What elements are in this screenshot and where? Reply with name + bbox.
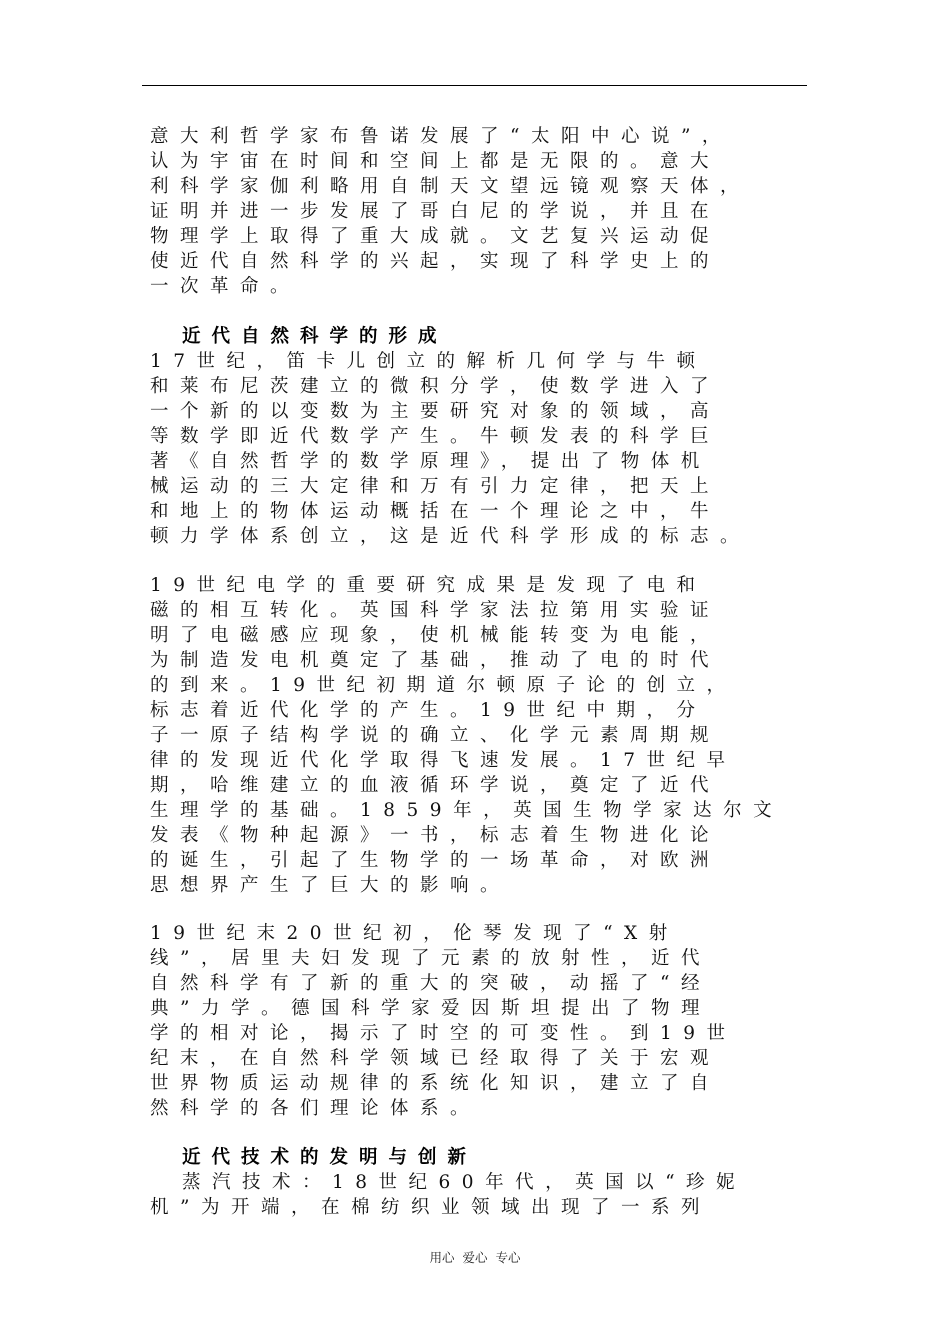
text-line: 世界物质运动规律的系统化知识，建立了自 bbox=[150, 1073, 721, 1094]
text-line: 证明并进一步发展了哥白尼的学说，并且在 bbox=[150, 201, 721, 222]
text-line: 19世纪电学的重要研究成果是发现了电和 bbox=[150, 575, 707, 596]
text-line: 物理学上取得了重大成就。文艺复兴运动促 bbox=[150, 226, 721, 247]
text-line: 律的发现近代化学取得飞速发展。17世纪早 bbox=[150, 750, 737, 771]
text-line: 标志着近代化学的产生。19世纪中期，分 bbox=[150, 700, 707, 721]
section-heading: 近代技术的发明与创新 bbox=[182, 1147, 478, 1168]
text-line: 械运动的三大定律和万有引力定律，把天上 bbox=[150, 476, 721, 497]
text-line: 明了电磁感应现象，使机械能转变为电能， bbox=[150, 625, 721, 646]
section-heading: 近代自然科学的形成 bbox=[182, 326, 448, 347]
page-footer: 用心 爱心 专心 bbox=[429, 1250, 521, 1265]
text-line: 使近代自然科学的兴起，实现了科学史上的 bbox=[150, 251, 721, 272]
text-line: 思想界产生了巨大的影响。 bbox=[150, 875, 511, 896]
text-line: 和地上的物体运动概括在一个理论之中，牛 bbox=[150, 501, 721, 522]
text-line: 一次革命。 bbox=[150, 276, 301, 297]
text-line: 的到来。19世纪初期道尔顿原子论的创立， bbox=[150, 675, 737, 696]
text-line: 著《自然哲学的数学原理》，提出了物体机 bbox=[150, 451, 711, 472]
text-line: 认为宇宙在时间和空间上都是无限的。意大 bbox=[150, 151, 721, 172]
header-rule bbox=[142, 85, 807, 86]
text-line: 学的相对论，揭示了时空的可变性。到19世 bbox=[150, 1023, 737, 1044]
text-line: 的诞生，引起了生物学的一场革命，对欧洲 bbox=[150, 850, 721, 871]
text-line: 意大利哲学家布鲁诺发展了“太阳中心说”， bbox=[150, 126, 732, 147]
text-line: 自然科学有了新的重大的突破，动摇了“经 bbox=[150, 973, 711, 994]
text-line: 磁的相互转化。英国科学家法拉第用实验证 bbox=[150, 600, 721, 621]
text-line: 线”，居里夫妇发现了元素的放射性，近代 bbox=[150, 948, 711, 969]
text-line: 19世纪末20世纪初，伦琴发现了“X射 bbox=[150, 923, 679, 944]
text-line: 子一原子结构学说的确立、化学元素周期规 bbox=[150, 725, 721, 746]
text-line: 然科学的各们理论体系。 bbox=[150, 1098, 481, 1119]
text-line: 蒸汽技术：18世纪60年代，英国以“珍妮 bbox=[182, 1172, 747, 1193]
text-line: 利科学家伽利略用自制天文望远镜观察天体， bbox=[150, 176, 751, 197]
text-line: 一个新的以变数为主要研究对象的领域，高 bbox=[150, 401, 721, 422]
text-line: 17世纪，笛卡儿创立的解析几何学与牛顿 bbox=[150, 351, 707, 372]
text-line: 为制造发电机奠定了基础，推动了电的时代 bbox=[150, 650, 721, 671]
text-line: 顿力学体系创立，这是近代科学形成的标志。 bbox=[150, 526, 751, 547]
text-line: 生理学的基础。1859年，英国生物学家达尔文 bbox=[150, 800, 784, 821]
text-line: 典”力学。德国科学家爱因斯坦提出了物理 bbox=[150, 998, 711, 1019]
text-line: 发表《物种起源》一书，标志着生物进化论 bbox=[150, 825, 721, 846]
text-line: 纪末，在自然科学领域已经取得了关于宏观 bbox=[150, 1048, 721, 1069]
text-line: 期，哈维建立的血液循环学说，奠定了近代 bbox=[150, 775, 721, 796]
text-line: 等数学即近代数学产生。牛顿发表的科学巨 bbox=[150, 426, 721, 447]
text-line: 机”为开端，在棉纺织业领域出现了一系列 bbox=[150, 1197, 711, 1218]
text-line: 和莱布尼茨建立的微积分学，使数学进入了 bbox=[150, 376, 721, 397]
